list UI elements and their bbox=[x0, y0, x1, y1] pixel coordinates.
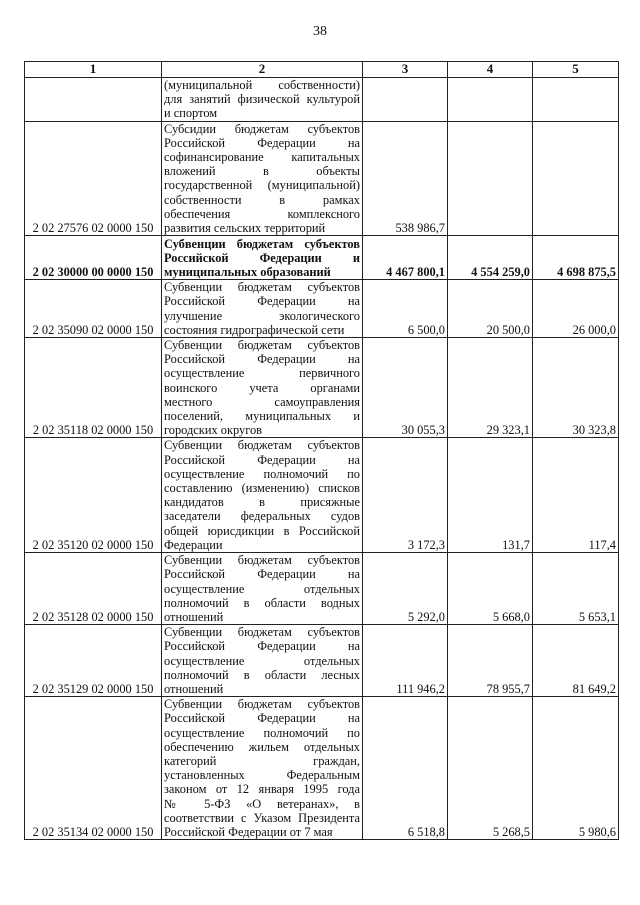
budget-revenue-table bbox=[24, 61, 619, 840]
amount-cell-col3 bbox=[363, 78, 448, 122]
amount-cell-col3: 4 467 800,1 bbox=[363, 236, 448, 280]
description-line: Субвенции бюджетам субъектов bbox=[164, 553, 360, 568]
description-line: Федерации bbox=[164, 537, 223, 552]
description-line: Российской Федерации на bbox=[164, 452, 360, 467]
amount-cell-col3: 3 172,3 bbox=[363, 438, 448, 553]
budget-code-cell: 2 02 35129 02 0000 150 bbox=[25, 625, 162, 697]
description-line: осуществление отдельных bbox=[164, 653, 360, 668]
description-line: городских округов bbox=[164, 423, 263, 438]
description-line: для занятий физической культурой bbox=[164, 92, 360, 107]
description-line: муниципальных образований bbox=[164, 265, 331, 280]
amount-cell-col4 bbox=[448, 78, 533, 122]
description-line: и спортом bbox=[164, 106, 218, 121]
budget-code-cell: 2 02 35090 02 0000 150 bbox=[25, 280, 162, 338]
description-line: софинансирование капитальных bbox=[164, 150, 360, 165]
amount-cell-col4: 20 500,0 bbox=[448, 280, 533, 338]
description-line: улучшение экологического bbox=[164, 308, 360, 323]
description-line: Российской Федерации на bbox=[164, 352, 360, 367]
description-cell bbox=[162, 697, 363, 840]
budget-code-cell bbox=[25, 78, 162, 122]
description-line: воинского учета органами bbox=[164, 380, 360, 395]
description-line: осуществление первичного bbox=[164, 366, 360, 381]
amount-cell-col5: 30 323,8 bbox=[533, 338, 619, 438]
amount-cell-col5: 81 649,2 bbox=[533, 625, 619, 697]
table-row bbox=[25, 625, 619, 697]
description-line: заседатели федеральных судов bbox=[164, 509, 360, 524]
budget-code-cell: 2 02 35128 02 0000 150 bbox=[25, 553, 162, 625]
description-cell bbox=[162, 553, 363, 625]
amount-cell-col5: 5 653,1 bbox=[533, 553, 619, 625]
description-line: Субвенции бюджетам субъектов bbox=[164, 625, 360, 640]
description-cell bbox=[162, 625, 363, 697]
amount-cell-col4: 5 268,5 bbox=[448, 697, 533, 840]
table-row bbox=[25, 438, 619, 553]
description-line: Субвенции бюджетам субъектов bbox=[164, 697, 360, 712]
description-line: Российской Федерации от 7 мая bbox=[164, 824, 333, 839]
description-cell bbox=[162, 280, 363, 338]
budget-code-cell: 2 02 35120 02 0000 150 bbox=[25, 438, 162, 553]
description-line: Российской Федерации на bbox=[164, 639, 360, 654]
amount-cell-col4: 78 955,7 bbox=[448, 625, 533, 697]
description-line: категорий граждан, bbox=[164, 753, 360, 768]
column-header-4: 4 bbox=[448, 62, 533, 78]
description-line: полномочий в области лесных bbox=[164, 667, 360, 682]
amount-cell-col3: 111 946,2 bbox=[363, 625, 448, 697]
description-line: обеспечению жильем отдельных bbox=[164, 739, 360, 754]
description-line: соответствии с Указом Президента bbox=[164, 810, 360, 825]
amount-cell-col3: 30 055,3 bbox=[363, 338, 448, 438]
description-line: Субсидии бюджетам субъектов bbox=[164, 121, 360, 136]
table-row bbox=[25, 697, 619, 840]
amount-cell-col3: 6 500,0 bbox=[363, 280, 448, 338]
amount-cell-col4: 131,7 bbox=[448, 438, 533, 553]
description-line: осуществление полномочий по bbox=[164, 466, 360, 481]
column-header-2: 2 bbox=[162, 62, 363, 78]
description-line: (муниципальной собственности) bbox=[164, 78, 360, 92]
amount-cell-col5: 26 000,0 bbox=[533, 280, 619, 338]
table-row bbox=[25, 553, 619, 625]
description-line: поселений, муниципальных и bbox=[164, 409, 360, 424]
budget-code-cell: 2 02 35118 02 0000 150 bbox=[25, 338, 162, 438]
description-line: обеспечения комплексного bbox=[164, 206, 360, 221]
column-header-3: 3 bbox=[363, 62, 448, 78]
description-line: Российской Федерации на bbox=[164, 567, 360, 582]
description-cell bbox=[162, 236, 363, 280]
description-line: Субвенции бюджетам субъектов bbox=[164, 280, 360, 295]
table-body bbox=[25, 78, 619, 840]
description-line: местного самоуправления bbox=[164, 394, 360, 409]
table-row bbox=[25, 280, 619, 338]
amount-cell-col4: 29 323,1 bbox=[448, 338, 533, 438]
amount-cell-col5: 117,4 bbox=[533, 438, 619, 553]
description-line: полномочий в области водных bbox=[164, 595, 360, 610]
table-row bbox=[25, 121, 619, 236]
description-line: государственной (муниципальной) bbox=[164, 178, 360, 193]
description-line: общей юрисдикции в Российской bbox=[164, 523, 360, 538]
table-row bbox=[25, 78, 619, 122]
budget-code-cell: 2 02 27576 02 0000 150 bbox=[25, 121, 162, 236]
description-line: осуществление отдельных bbox=[164, 581, 360, 596]
description-line: Субвенции бюджетам субъектов bbox=[164, 438, 360, 453]
description-line: кандидатов в присяжные bbox=[164, 495, 360, 510]
amount-cell-col3: 538 986,7 bbox=[363, 121, 448, 236]
amount-cell-col4: 5 668,0 bbox=[448, 553, 533, 625]
description-line: установленных Федеральным bbox=[164, 768, 360, 783]
budget-code-cell: 2 02 30000 00 0000 150 bbox=[25, 236, 162, 280]
description-line: № 5-ФЗ «О ветеранах», в bbox=[164, 796, 360, 811]
description-line: Субвенции бюджетам субъектов bbox=[164, 236, 360, 251]
amount-cell-col5 bbox=[533, 121, 619, 236]
description-line: отношений bbox=[164, 609, 224, 624]
column-header-1: 1 bbox=[25, 62, 162, 78]
amount-cell-col5: 5 980,6 bbox=[533, 697, 619, 840]
description-line: развития сельских территорий bbox=[164, 221, 326, 236]
table-header-row bbox=[25, 62, 619, 78]
amount-cell-col5: 4 698 875,5 bbox=[533, 236, 619, 280]
description-line: Российской Федерации на bbox=[164, 294, 360, 309]
description-cell bbox=[162, 121, 363, 236]
description-line: осуществление полномочий по bbox=[164, 725, 360, 740]
description-line: собственности в рамках bbox=[164, 192, 360, 207]
description-cell bbox=[162, 438, 363, 553]
description-line: законом от 12 января 1995 года bbox=[164, 782, 360, 797]
description-line: отношений bbox=[164, 681, 224, 696]
description-line: Российской Федерации на bbox=[164, 711, 360, 726]
budget-code-cell: 2 02 35134 02 0000 150 bbox=[25, 697, 162, 840]
column-header-5: 5 bbox=[533, 62, 619, 78]
description-line: Российской Федерации и bbox=[164, 250, 360, 265]
table-row bbox=[25, 338, 619, 438]
amount-cell-col3: 5 292,0 bbox=[363, 553, 448, 625]
amount-cell-col4 bbox=[448, 121, 533, 236]
page-number: 38 bbox=[313, 24, 327, 39]
description-line: Российской Федерации на bbox=[164, 135, 360, 150]
description-cell bbox=[162, 78, 363, 122]
amount-cell-col5 bbox=[533, 78, 619, 122]
description-line: состояния гидрографической сети bbox=[164, 322, 345, 337]
amount-cell-col3: 6 518,8 bbox=[363, 697, 448, 840]
table-row bbox=[25, 236, 619, 280]
amount-cell-col4: 4 554 259,0 bbox=[448, 236, 533, 280]
description-line: вложений в объекты bbox=[164, 164, 360, 179]
description-cell bbox=[162, 338, 363, 438]
description-line: Субвенции бюджетам субъектов bbox=[164, 338, 360, 353]
description-line: составлению (изменению) списков bbox=[164, 481, 360, 496]
